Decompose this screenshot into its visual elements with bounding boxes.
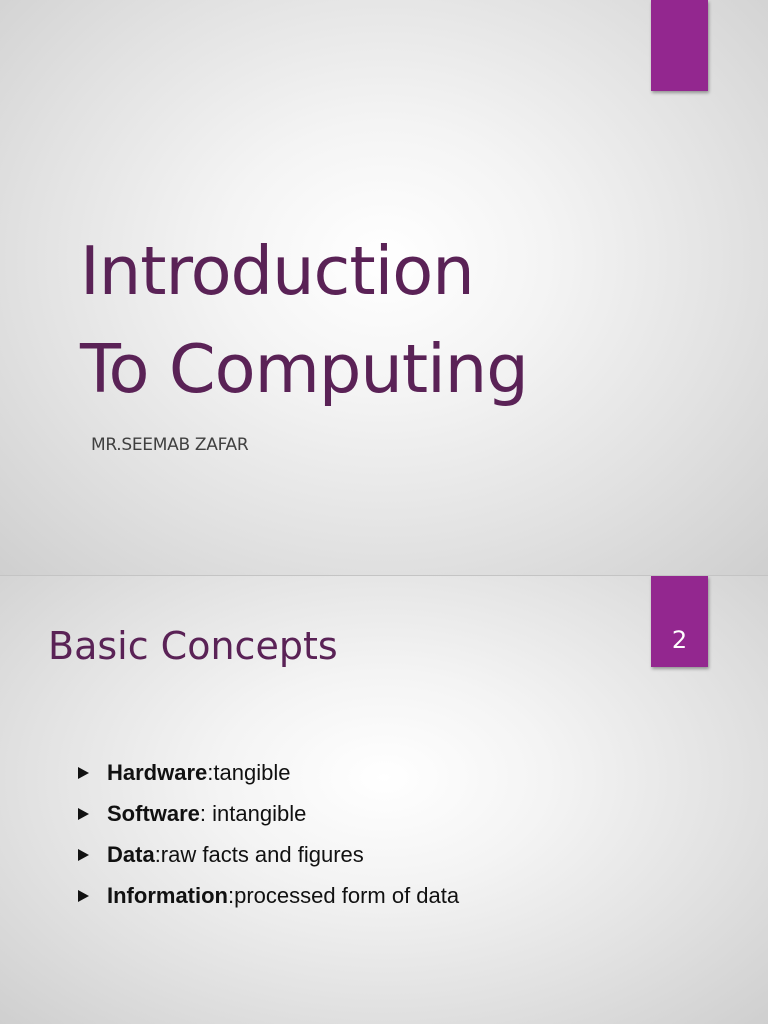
bullet-item bbox=[78, 793, 459, 834]
bullet-item bbox=[78, 834, 459, 875]
slide-number: 2 bbox=[671, 626, 688, 654]
slide-title-heading bbox=[80, 222, 528, 418]
title-line-2: To Computing bbox=[80, 330, 528, 408]
bullet-description: :raw facts and figures bbox=[154, 841, 364, 867]
triangle-right-icon bbox=[78, 808, 89, 820]
bullet-term: Hardware bbox=[107, 759, 208, 785]
bullet-description: : intangible bbox=[199, 800, 307, 826]
triangle-right-icon bbox=[78, 767, 89, 779]
bullet-description: :processed form of data bbox=[228, 882, 460, 908]
triangle-right-icon bbox=[78, 890, 89, 902]
section-title: Basic Concepts bbox=[48, 624, 338, 668]
slide-number-tab bbox=[651, 576, 708, 667]
accent-tab bbox=[651, 0, 708, 91]
triangle-right-icon bbox=[78, 849, 89, 861]
bullet-term: Software bbox=[107, 800, 200, 826]
bullet-description: :tangible bbox=[207, 759, 291, 785]
author-subtitle: MR.SEEMAB ZAFAR bbox=[91, 435, 249, 455]
bullet-term: Data bbox=[107, 841, 155, 867]
slide-basic-concepts bbox=[0, 576, 768, 1024]
bullet-list bbox=[78, 752, 459, 916]
bullet-term: Information bbox=[107, 882, 228, 908]
title-line-1: Introduction bbox=[80, 232, 474, 310]
bullet-item bbox=[78, 875, 459, 916]
bullet-item bbox=[78, 752, 459, 793]
